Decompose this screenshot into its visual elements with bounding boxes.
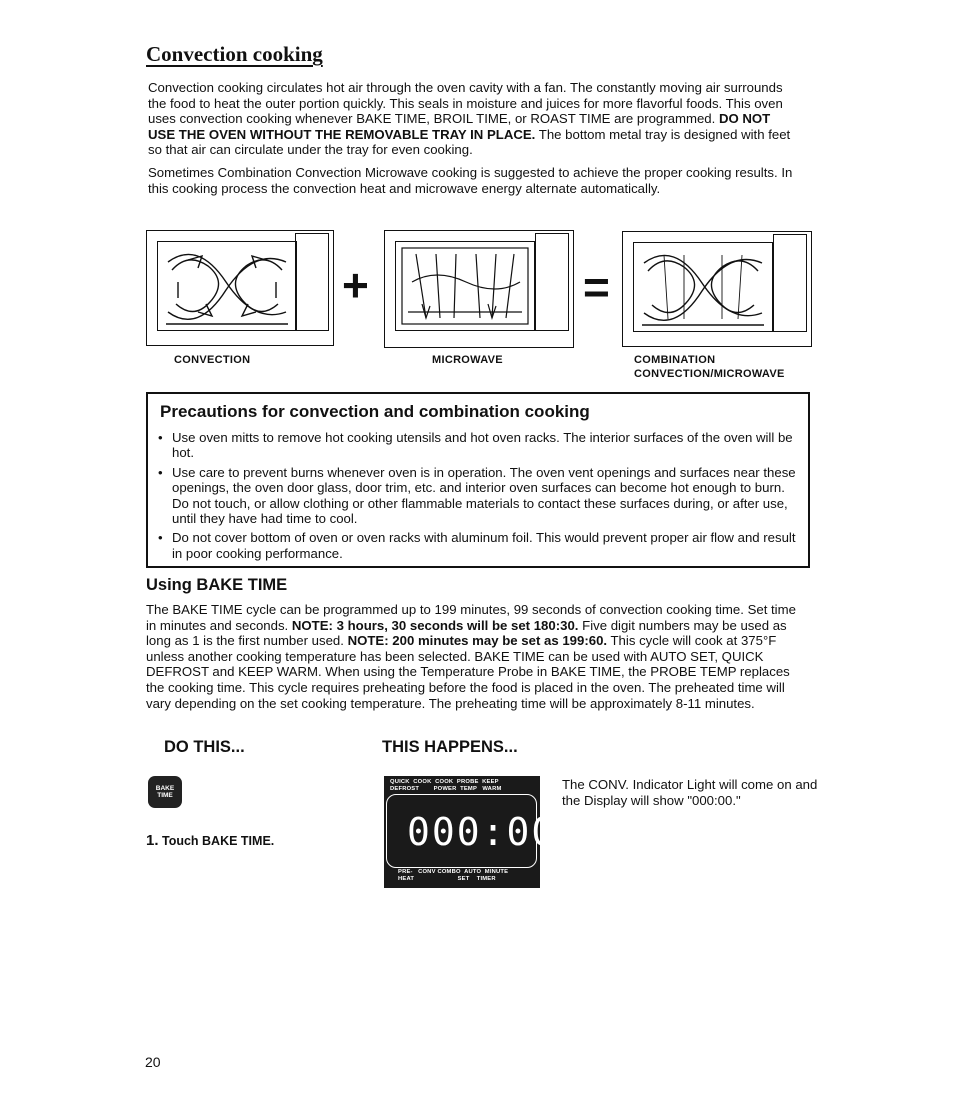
combination-airflow-icon [634,243,772,331]
key-label-line1: BAKE [155,785,175,792]
intro-paragraph-2: Sometimes Combination Convection Microwave cooking is suggested to achieve the proper cooking results. In this cooking process the convection heat and microwave energy alternate automatically. [148,165,793,196]
oven-display [384,776,557,888]
plus-sign: + [342,259,369,311]
convection-cavity [157,241,297,331]
equals-sign: = [583,261,610,313]
label-combination: COMBINATION [634,354,716,366]
convection-oven-figure [146,230,334,346]
microwave-cavity [395,241,535,331]
combination-cavity [633,242,773,332]
step-instruction: 1. Touch BAKE TIME. [146,832,275,849]
combination-oven-figure [622,231,812,347]
bullet: • [158,464,163,480]
list-item: • Do not cover bottom of oven or oven racks with aluminum foil. This would prevent proper air flow and result in poor cooking performance. [158,530,796,561]
display-top-labels: QUICK COOK COOK PROBE KEEP DEFROST POWER TEMP WARM [390,779,502,792]
page-title: Convection cooking [146,42,323,66]
label-combination-sub: CONVECTION/MICROWAVE [634,368,785,380]
precautions-title: Precautions for convection and combination cooking [160,402,590,421]
display-digits: 000:00 [407,810,557,854]
do-this-heading: DO THIS... [164,738,245,756]
this-happens-heading: THIS HAPPENS... [382,738,518,756]
precautions-list [156,430,802,565]
control-panel [295,233,329,331]
page-number: 20 [145,1054,161,1070]
display-bottom-labels: PRE- CONV COMBO AUTO MINUTE HEAT SET TIMER [398,869,509,882]
precautions-box [146,392,810,568]
key-label-line2: TIME [157,792,173,799]
bullet: • [158,430,163,445]
step-result: The CONV. Indicator Light will come on and the Display will show "000:00." [562,777,818,808]
list-item: • Use care to prevent burns whenever oven is in operation. The oven vent openings and surfaces near these openings, the oven door glass, door trim, etc. and interior oven surfaces can become hot enough to burn. Do not touch, or allow clothing or other flammable materials to contact these surfaces during, or after use, until they have had time to cool. [158,464,796,527]
bake-time-paragraph: The BAKE TIME cycle can be programmed up to 199 minutes, 99 seconds of convection cooking time. Set time in minutes and seconds. NOTE: 3 hours, 30 seconds will be set 180:30. Five digit numbers may be used as long as 1 is the first number used. NOTE: 200 minutes may be set as 199:60. This cycle will cook at 375°F unless another cooking temperature has been selected. BAKE TIME can be used with AUTO SET, QUICK DEFROST and KEEP WARM. When using the Temperature Probe in BAKE TIME, the PROBE TEMP replaces the cooking time. This cycle requires preheating before the food is placed in the oven. The preheated time will vary depending on the set cooking temperature. The preheating time will be approximately 8-11 minutes. [146,602,796,711]
list-item: • Use oven mitts to remove hot cooking utensils and hot oven racks. The interior surfaces of the oven will be hot. [158,430,793,461]
microwave-oven-figure [384,230,574,348]
label-microwave: MICROWAVE [432,354,503,366]
label-convection: CONVECTION [174,354,251,366]
control-panel [773,234,807,332]
control-panel [535,233,569,331]
convection-airflow-icon [158,242,296,330]
bake-time-heading: Using BAKE TIME [146,576,288,594]
microwave-energy-icon [396,242,534,330]
bullet: • [158,530,163,546]
display-screen [386,794,557,868]
intro-paragraph-1: Convection cooking circulates hot air through the oven cavity with a fan. The constantly moving air surrounds the food to heat the outer portion quickly. This seals in moisture and juices for more flavorful foods. This oven uses convection cooking whenever BAKE TIME, BROIL TIME, or ROAST TIME are programmed. DO NOT USE THE OVEN WITHOUT THE REMOVABLE TRAY IN PLACE. The bottom metal tray is designed with feet so that air can circulate under the tray for even cooking. [148,80,791,158]
bake-time-key[interactable] [148,776,182,808]
